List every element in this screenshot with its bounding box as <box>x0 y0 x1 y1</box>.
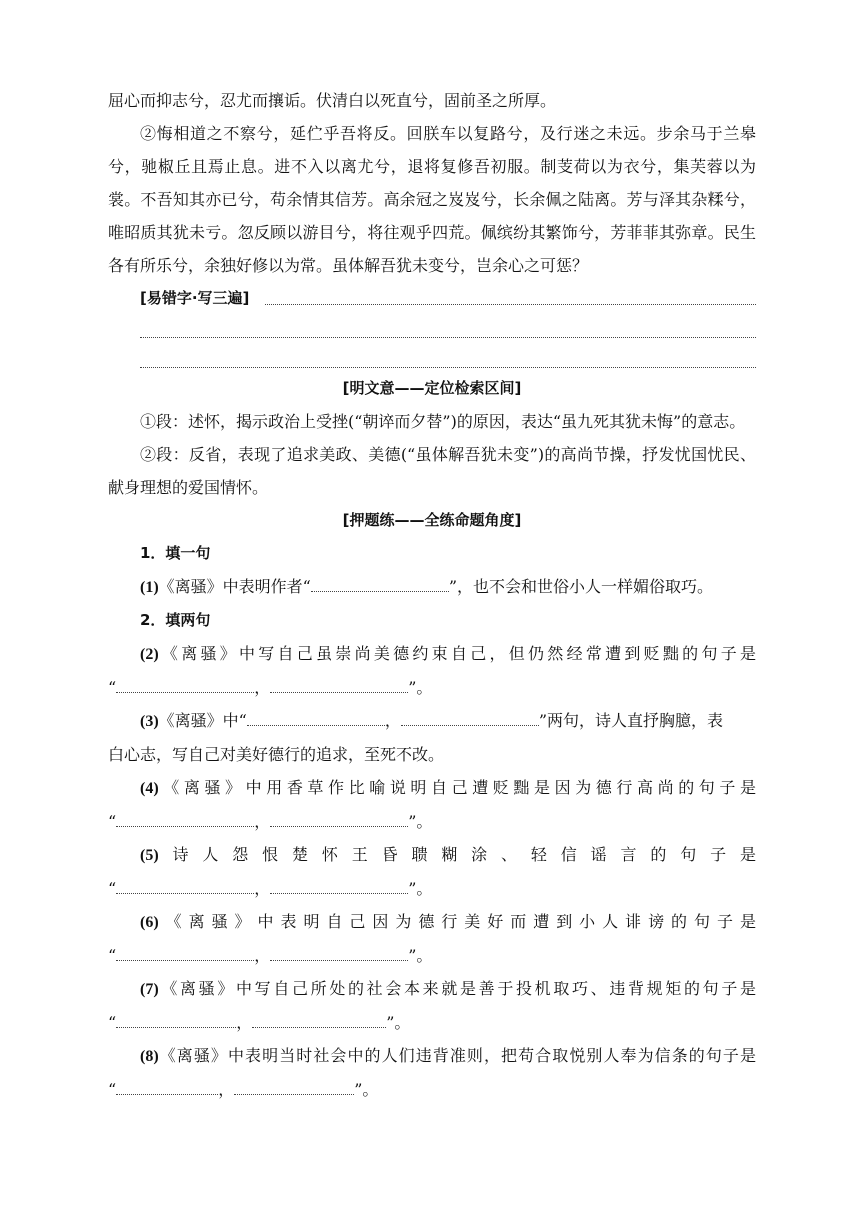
separator: ， <box>236 1013 253 1032</box>
practice-heading: [押题练——全练命题角度] <box>342 511 522 529</box>
answer-blank[interactable] <box>311 577 449 592</box>
question-7 <box>108 972 756 1006</box>
answer-blank[interactable] <box>116 812 254 827</box>
question-text: 《离骚》中表明当时社会中的人们违背准则，把苟合取悦别人奉为信条的句子是 <box>158 1046 756 1065</box>
question-text: ”，也不会和世俗小人一样媚俗取巧。 <box>448 577 714 596</box>
answer-blank[interactable] <box>116 1080 218 1095</box>
answer-blank[interactable] <box>116 1013 236 1028</box>
answer-blank[interactable] <box>116 678 254 693</box>
answer-blank[interactable] <box>401 711 539 726</box>
answer-blank[interactable] <box>116 946 254 961</box>
question-5-answer <box>108 872 756 905</box>
typo-practice-label: [易错字·写三遍] <box>140 289 250 307</box>
question-number: (3) <box>140 713 159 730</box>
document-page <box>108 84 756 1106</box>
question-5 <box>108 838 756 872</box>
answer-blank[interactable] <box>270 812 408 827</box>
question-3-continued: 白心志，写自己对美好德行的追求，至死不改。 <box>108 745 445 764</box>
question-number: (5) <box>140 847 159 864</box>
question-text: 《离骚》中表明自己因为德行美好而遭到小人诽谤的句子是 <box>158 912 756 931</box>
open-quote: “ <box>108 812 117 831</box>
question-7-answer <box>108 1006 756 1039</box>
close-quote: ”。 <box>408 812 433 831</box>
separator: ， <box>218 1080 235 1099</box>
question-number: (2) <box>140 646 159 663</box>
meaning-heading: [明文意——定位检索区间] <box>342 379 522 397</box>
question-number: (1) <box>140 579 159 596</box>
separator: ， <box>384 711 401 730</box>
question-6 <box>108 905 756 939</box>
meaning-paragraph-2: ②段：反省，表现了追求美政、美德(“虽体解吾犹未变”)的高尚节操，抒发忧国忧民、献身理想的爱国情怀。 <box>108 445 756 497</box>
question-number: (7) <box>140 981 159 998</box>
close-quote: ”。 <box>408 946 433 965</box>
section-fill-two: 2．填两句 <box>140 611 211 629</box>
close-quote: ”。 <box>386 1013 411 1032</box>
question-text: ”两句，诗人直抒胸臆，表 <box>538 711 724 730</box>
question-text: 诗人怨恨楚怀王昏聩糊涂、轻信谣言的句子是 <box>158 845 756 864</box>
question-8-answer <box>108 1073 756 1106</box>
question-text: 《离骚》中表明作者“ <box>158 577 311 596</box>
separator: ， <box>254 678 271 697</box>
question-text: 《离骚》中写自己所处的社会本来就是善于投机取巧、违背规矩的句子是 <box>158 979 756 998</box>
separator: ， <box>254 812 271 831</box>
close-quote: ”。 <box>354 1080 379 1099</box>
open-quote: “ <box>108 1080 117 1099</box>
section-fill-one: 1．填一句 <box>140 544 211 562</box>
typo-practice-line-2[interactable] <box>140 315 756 338</box>
question-text: 《离骚》中写自己虽崇尚美德约束自己，但仍然经常遭到贬黜的句子是 <box>158 644 756 663</box>
question-3 <box>108 704 756 738</box>
question-number: (8) <box>140 1048 159 1065</box>
answer-blank[interactable] <box>270 678 408 693</box>
question-6-answer <box>108 939 756 972</box>
open-quote: “ <box>108 678 117 697</box>
question-8 <box>108 1039 756 1073</box>
open-quote: “ <box>108 879 117 898</box>
poem-paragraph-2: ②悔相道之不察兮，延伫乎吾将反。回朕车以复路兮，及行迷之未远。步余马于兰皋兮，驰椒丘且焉止息。进不入以离尤兮，退将复修吾初服。制芰荷以为衣兮，集芙蓉以为裳。不吾知其亦已兮，苟余情其信芳。高余冠之岌岌兮，长余佩之陆离。芳与泽其杂糅兮，唯昭质其犹未亏。忽反顾以游目兮，将往观乎四荒。佩缤纷其繁饰兮，芳菲菲其弥章。民生各有所乐兮，余独好修以为常。虽体解吾犹未变兮，岂余心之可惩？ <box>108 124 756 275</box>
open-quote: “ <box>108 946 117 965</box>
answer-blank[interactable] <box>116 879 254 894</box>
question-text: 《离骚》中用香草作比喻说明自己遭贬黜是因为德行高尚的句子是 <box>158 778 756 797</box>
question-number: (6) <box>140 914 159 931</box>
question-text: 《离骚》中“ <box>158 711 247 730</box>
meaning-paragraph-1: ①段：述怀，揭示政治上受挫(“朝谇而夕替”)的原因，表达“虽九死其犹未悔”的意志。 <box>140 412 746 431</box>
answer-blank[interactable] <box>234 1080 354 1095</box>
close-quote: ”。 <box>408 678 433 697</box>
separator: ， <box>254 946 271 965</box>
question-4 <box>108 771 756 805</box>
question-2-answer <box>108 671 756 704</box>
poem-line-1: 屈心而抑志兮，忍尤而攘诟。伏清白以死直兮，固前圣之所厚。 <box>108 91 557 110</box>
separator: ， <box>254 879 271 898</box>
typo-practice-row <box>108 282 756 315</box>
question-2 <box>108 637 756 671</box>
question-number: (4) <box>140 780 159 797</box>
close-quote: ”。 <box>408 879 433 898</box>
typo-practice-line-3[interactable] <box>140 338 756 368</box>
answer-blank[interactable] <box>247 711 385 726</box>
answer-blank[interactable] <box>270 879 408 894</box>
question-1 <box>108 570 756 604</box>
answer-blank[interactable] <box>252 1013 386 1028</box>
open-quote: “ <box>108 1013 117 1032</box>
question-4-answer <box>108 805 756 838</box>
answer-blank[interactable] <box>270 946 408 961</box>
typo-practice-line-1[interactable] <box>265 304 756 305</box>
